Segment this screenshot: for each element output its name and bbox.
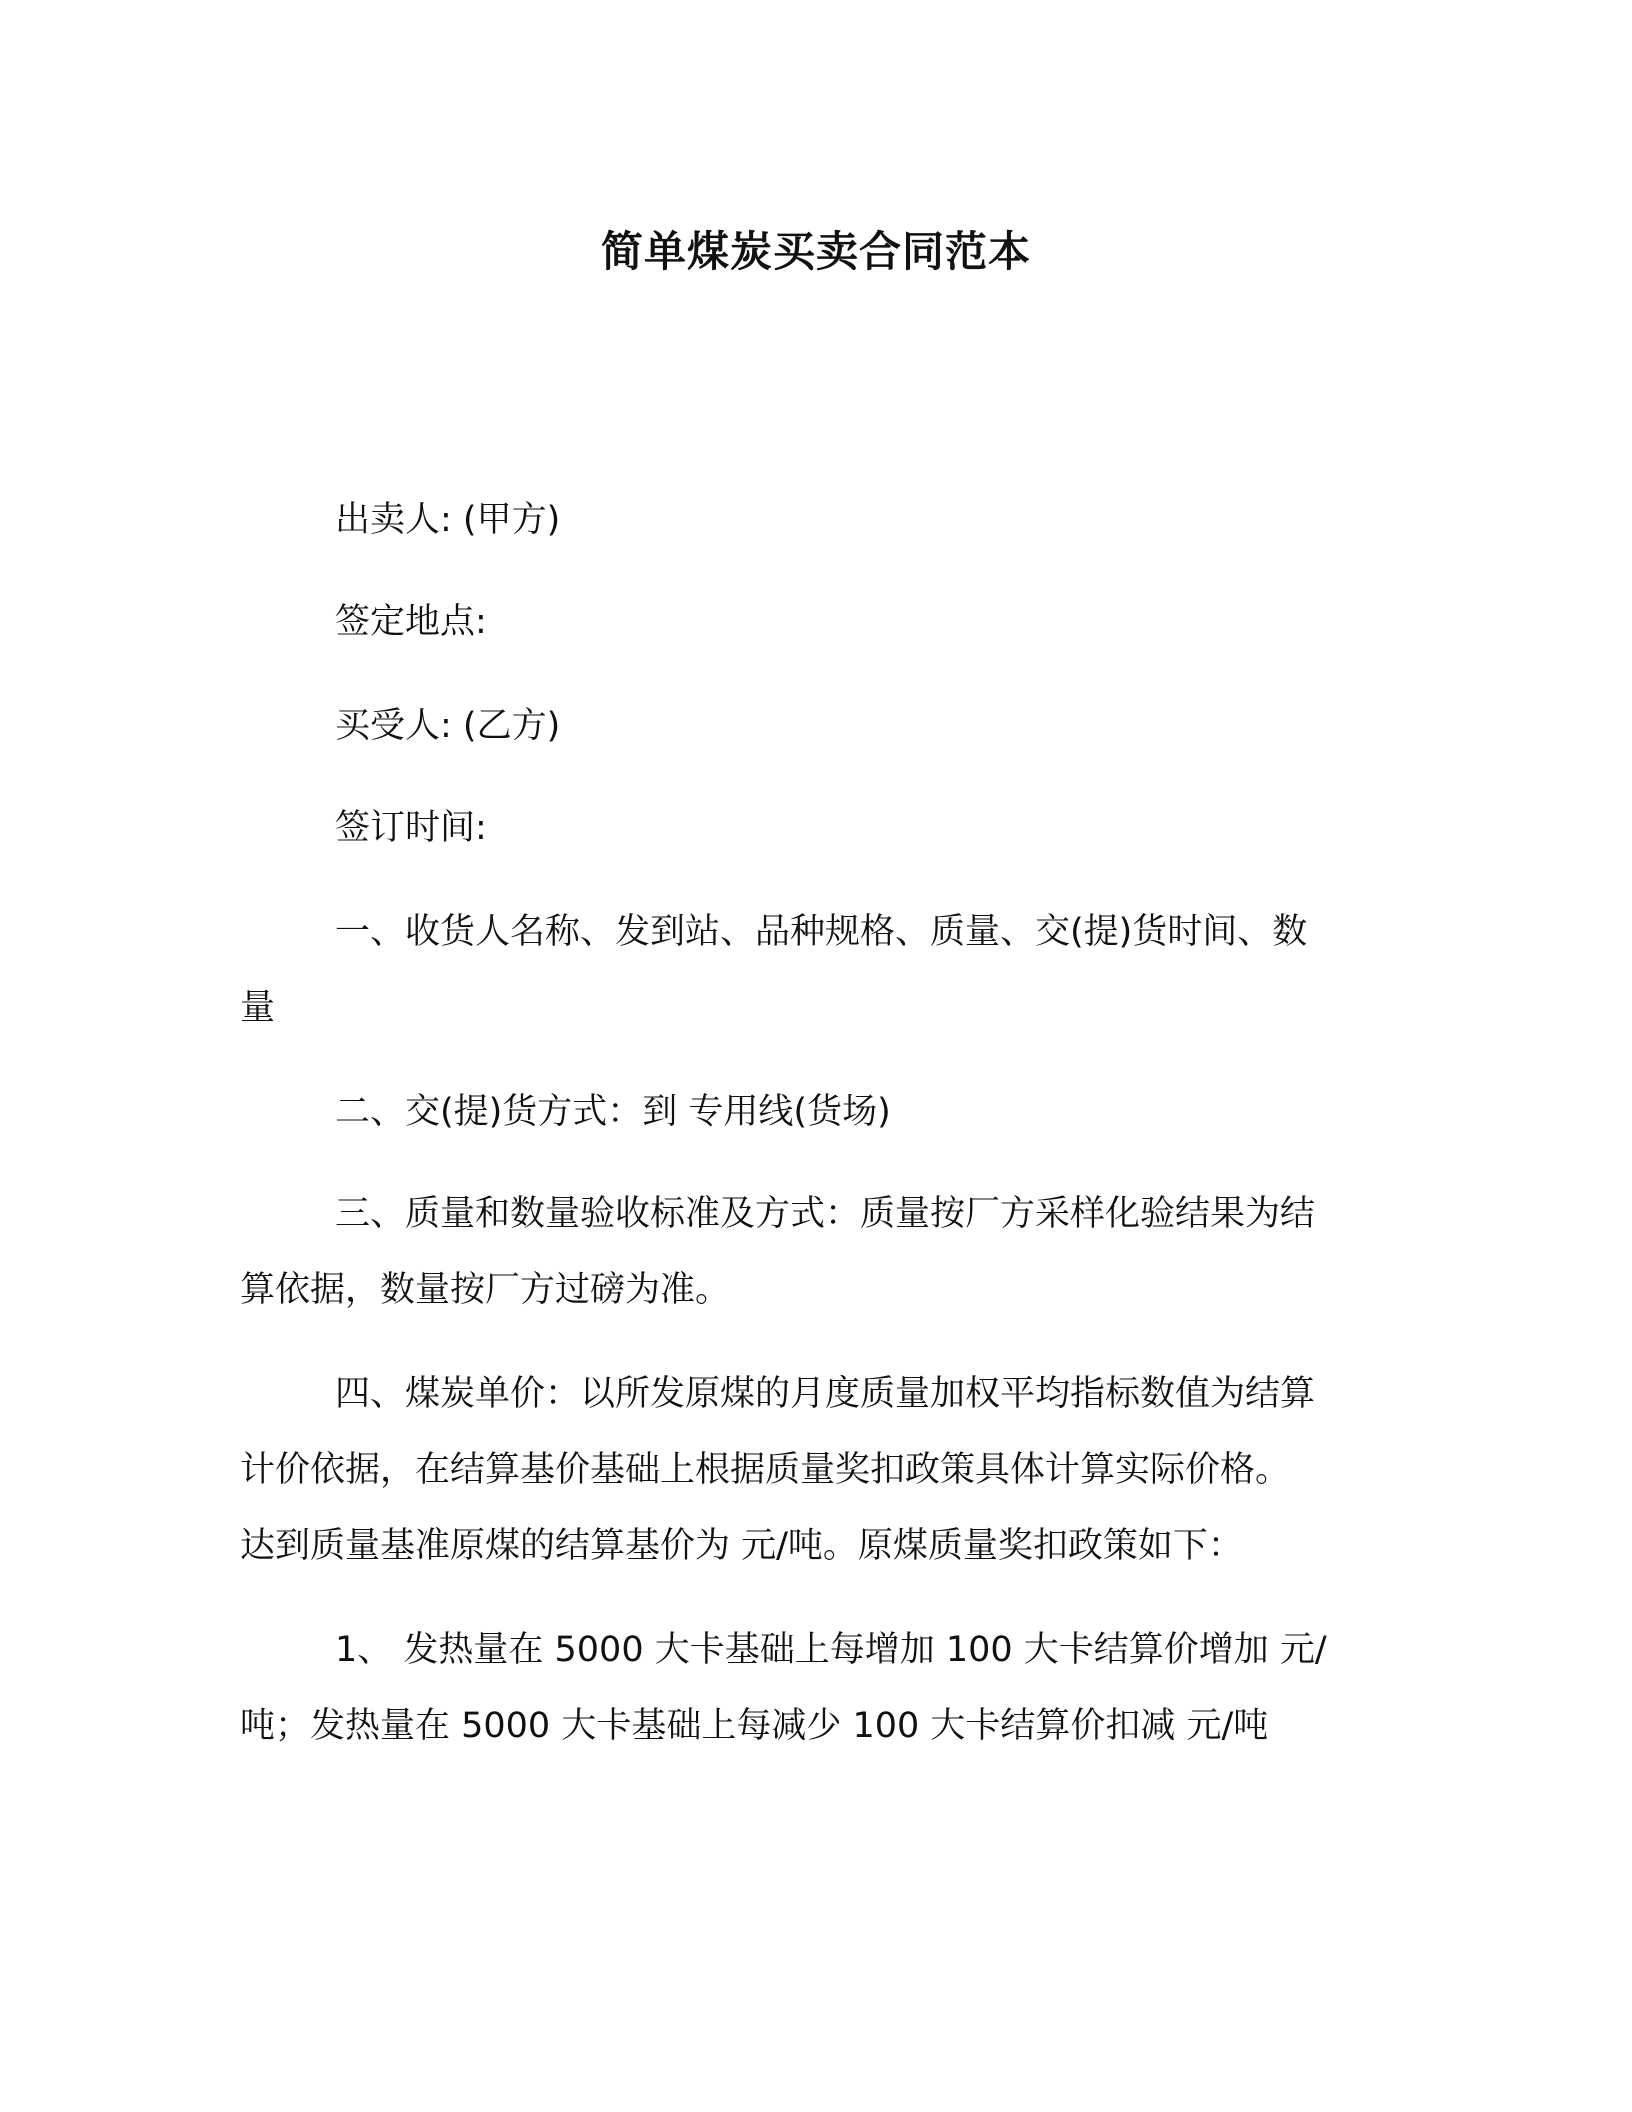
clause-1-line-1: 一、收货人名称、发到站、品种规格、质量、交(提)货时间、数 [335,912,1308,952]
item-1-line-2: 吨；发热量在 5000 大卡基础上每减少 100 大卡结算价扣减 元/吨 [240,1706,1269,1746]
clause-2-line: 二、交(提)货方式：到 专用线(货场) [335,1092,891,1132]
clause-3-line-2: 算依据，数量按厂方过磅为准。 [240,1270,731,1310]
signing-time-line: 签订时间: [335,808,487,848]
clause-4-line-3: 达到质量基准原煤的结算基价为 元/吨。原煤质量奖扣政策如下： [240,1526,1243,1566]
clause-4-line-2: 计价依据，在结算基价基础上根据质量奖扣政策具体计算实际价格。 [240,1450,1291,1490]
clause-1-line-2: 量 [240,988,276,1028]
signing-place-line: 签定地点: [335,602,487,642]
seller-line: 出卖人: (甲方) [335,500,561,540]
clause-4-line-1: 四、煤炭单价：以所发原煤的月度质量加权平均指标数值为结算 [335,1374,1316,1414]
clause-3-line-1: 三、质量和数量验收标准及方式：质量按厂方采样化验结果为结 [335,1194,1316,1234]
item-1-line-1: 1、 发热量在 5000 大卡基础上每增加 100 大卡结算价增加 元/ [335,1630,1327,1670]
document-title: 简单煤炭买卖合同范本 [600,227,1031,276]
buyer-line: 买受人: (乙方) [335,706,561,746]
